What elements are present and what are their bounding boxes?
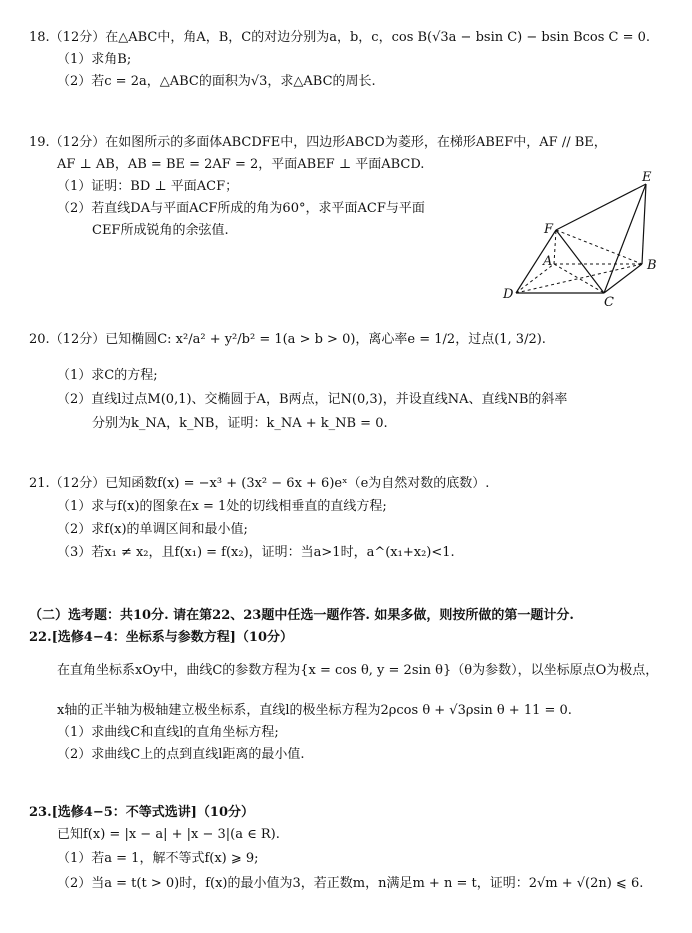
q22-part1: （1）求曲线C和直线l的直角坐标方程; [57,725,279,740]
label-c: C [604,295,614,310]
edge-ac [554,264,604,293]
label-e: E [642,170,652,185]
q19-part2b: CEF所成锐角的余弦值. [92,223,229,238]
q23-line1: 已知f(x) = |x − a| + |x − 3|(a ∈ R). [57,827,280,842]
q21-part2: （2）求f(x)的单调区间和最小值; [57,522,248,537]
q22-title: 22.[选修4−4：坐标系与参数方程]（10分） [29,630,293,645]
q19-part1: （1）证明：BD ⊥ 平面ACF； [57,179,239,194]
q23-title: 23.[选修4−5：不等式选讲]（10分） [29,805,254,820]
edge-be [642,184,646,264]
q22-line1: 在直角坐标系xOy中，曲线C的参数方程为{x = cos θ, y = 2sin θ}（θ为参数），以坐标原点O为极点， [57,663,659,678]
label-d: D [503,287,514,302]
q21-part1: （1）求与f(x)的图象在x = 1处的切线相垂直的直线方程; [57,499,387,514]
q20-title: 20.（12分）已知椭圆C: x²/a² + y²/b² = 1(a > b > 0)，离心率e = 1/2，过点(1, 3/2). [29,332,546,347]
edge-af [554,230,556,264]
section2-heading: （二）选考题：共10分. 请在第22、23题中任选一题作答. 如果多做，则按所做的第一题计分. [29,608,574,623]
q22-line2: x轴的正半轴为极轴建立极坐标系，直线l的极坐标方程为2ρcos θ + √3ρsin θ + 11 = 0. [57,703,572,718]
label-b: B [647,258,657,273]
polyhedron-figure [496,170,666,310]
q18-part2: （2）若c = 2a，△ABC的面积为√3，求△ABC的周长. [57,74,376,89]
edge-ef [556,184,646,230]
q21-title: 21.（12分）已知函数f(x) = −x³ + (3x² − 6x + 6)eˣ（e为自然对数的底数）. [29,476,490,491]
q19-part2a: （2）若直线DA与平面ACF所成的角为60°，求平面ACF与平面 [57,201,425,216]
q21-part3: （3）若x₁ ≠ x₂，且f(x₁) = f(x₂)，证明：当a>1时，a^(x₁+x₂)<1. [57,545,455,560]
q20-part1: （1）求C的方程; [57,368,158,383]
q18-title: 18.（12分）在△ABC中，角A，B，C的对边分别为a，b，c，cos B(√3a − bsin C) − bsin Bcos C = 0. [29,30,651,45]
q18-part1: （1）求角B; [57,52,132,67]
q19-condition: AF ⊥ AB，AB = BE = 2AF = 2，平面ABEF ⊥ 平面ABCD. [57,157,425,172]
label-f: F [544,222,554,237]
q20-part2a: （2）直线l过点M(0,1)、交椭圆于A，B两点，记N(0,3)，并设直线NA、直线NB的斜率 [57,392,568,407]
q23-part2: （2）当a = t(t > 0)时，f(x)的最小值为3，若正数m，n满足m + n = t，证明：2√m + √(2n) ⩽ 6. [57,876,644,891]
label-a: A [543,254,553,269]
q20-part2b: 分别为k_NA，k_NB，证明：k_NA + k_NB = 0. [92,416,388,431]
q22-part2: （2）求曲线C上的点到直线l距离的最小值. [57,747,305,762]
q23-part1: （1）若a = 1，解不等式f(x) ⩾ 9; [57,851,259,866]
q19-title: 19.（12分）在如图所示的多面体ABCDFE中，四边形ABCD为菱形，在梯形ABEF中，AF // BE， [29,135,607,150]
